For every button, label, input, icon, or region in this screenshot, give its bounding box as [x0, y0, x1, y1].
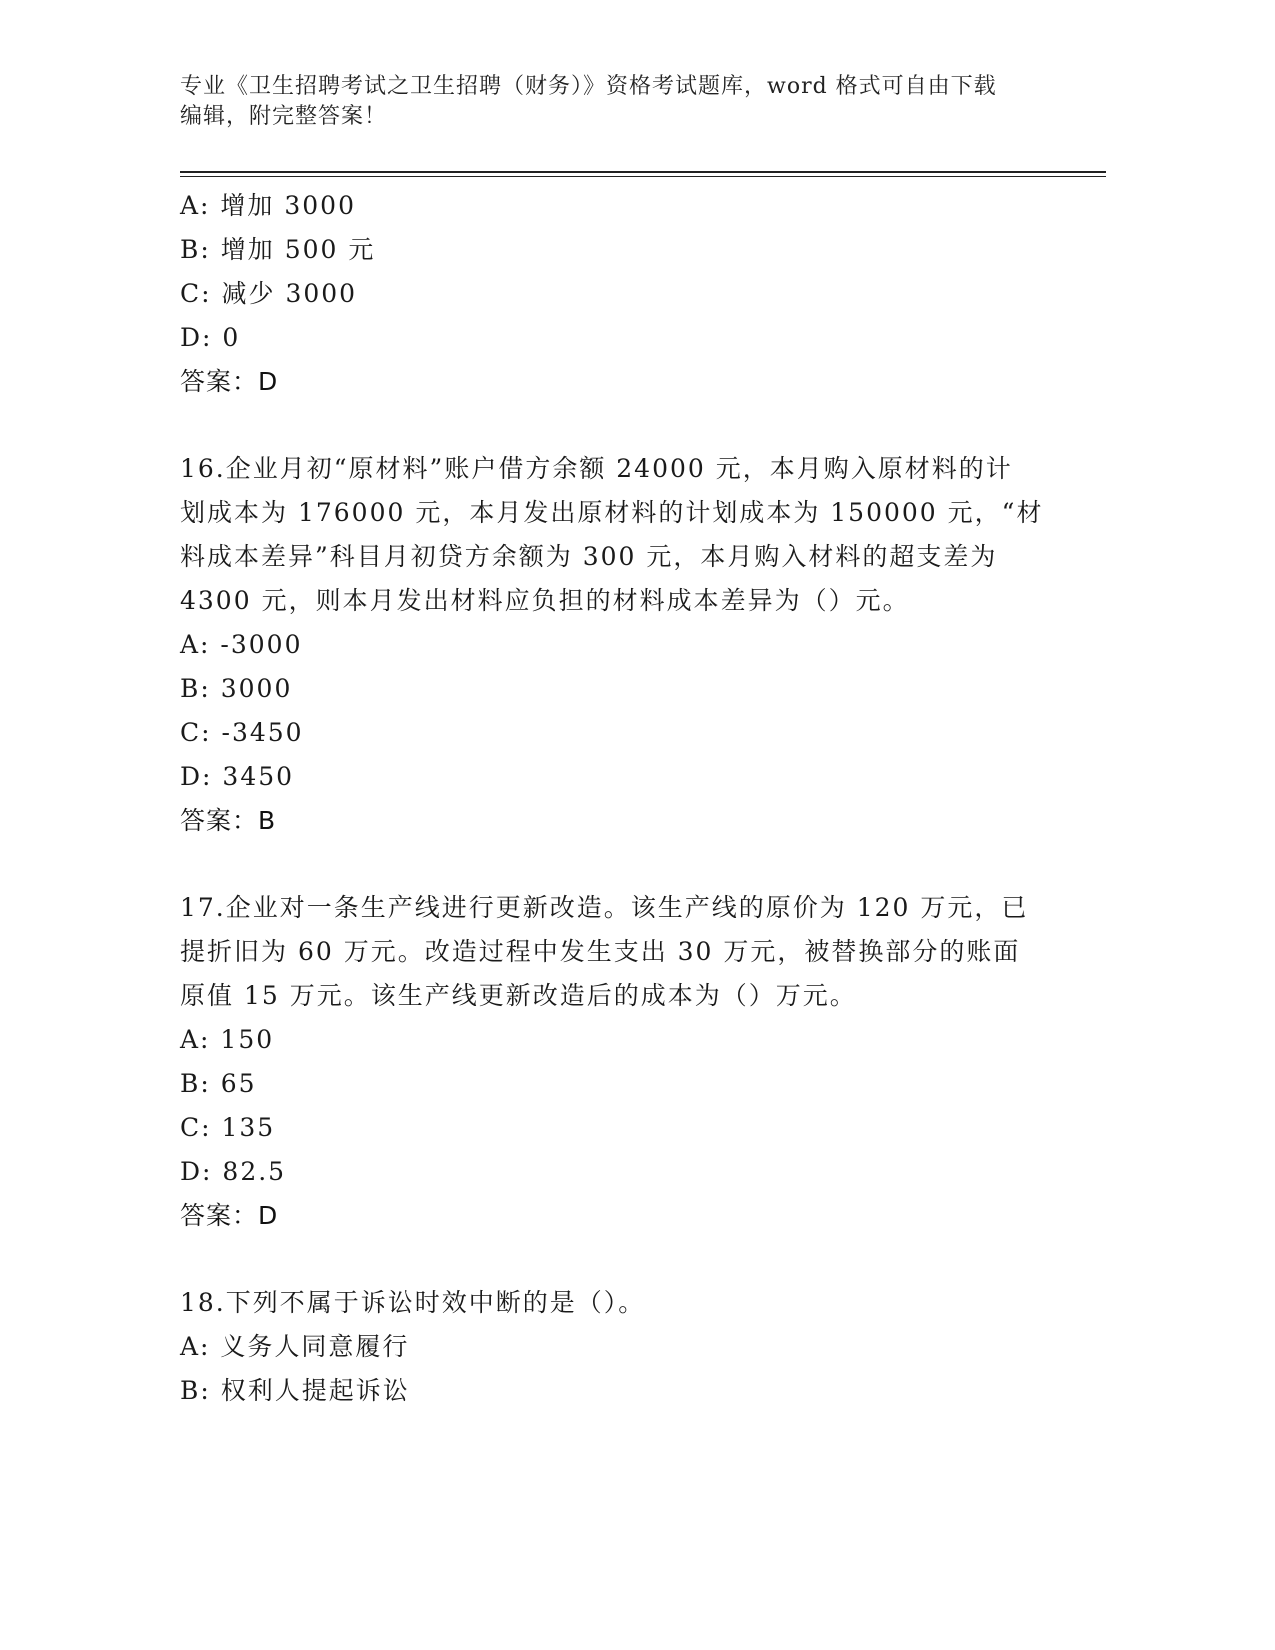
option-a: A: 增加 3000 [180, 191, 356, 220]
option-c: C: 135 [180, 1113, 276, 1142]
spacer [180, 1238, 1040, 1281]
question-stem-line: 16.企业月初“原材料”账户借方余额 24000 元，本月购入原材料的计 [180, 454, 1013, 483]
question-stem-line: 提折旧为 60 万元。改造过程中发生支出 30 万元，被替换部分的账面 [180, 937, 1021, 966]
document-header [180, 72, 1040, 132]
option-d: D: 0 [180, 323, 241, 352]
header-line-1: 专业《卫生招聘考试之卫生招聘（财务）》资格考试题库，word 格式可自由下载 [180, 74, 997, 99]
question-content [180, 184, 1044, 1413]
answer-line: 答案：D [180, 1201, 279, 1230]
header-rule-thick [180, 171, 1106, 173]
answer-line: 答案：B [180, 806, 277, 835]
question-stem-line: 17.企业对一条生产线进行更新改造。该生产线的原价为 120 万元，已 [180, 893, 1029, 922]
spacer [180, 404, 1040, 447]
option-d: D: 82.5 [180, 1157, 287, 1186]
question-stem-line: 原值 15 万元。该生产线更新改造后的成本为（）万元。 [180, 981, 857, 1010]
question-stem-line: 4300 元，则本月发出材料应负担的材料成本差异为（）元。 [180, 586, 910, 615]
question-17-block [180, 886, 1040, 1238]
option-a: A: 义务人同意履行 [180, 1332, 410, 1361]
spacer [180, 843, 1040, 886]
option-c: C: -3450 [180, 718, 304, 747]
option-b: B: 权利人提起诉讼 [180, 1376, 410, 1405]
header-line-2: 编辑，附完整答案！ [180, 104, 388, 129]
question-15-block [180, 184, 1040, 404]
option-c: C: 减少 3000 [180, 279, 358, 308]
question-stem-line: 18.下列不属于诉讼时效中断的是（）。 [180, 1288, 646, 1317]
question-18-block [180, 1281, 1040, 1413]
option-b: B: 3000 [180, 674, 293, 703]
option-a: A: -3000 [180, 630, 303, 659]
question-stem-line: 料成本差异”科目月初贷方余额为 300 元，本月购入材料的超支差为 [180, 542, 998, 571]
header-rule-thin [180, 176, 1106, 177]
question-16-block [180, 447, 1044, 843]
option-b: B: 65 [180, 1069, 257, 1098]
option-d: D: 3450 [180, 762, 295, 791]
answer-line: 答案：D [180, 367, 279, 396]
option-a: A: 150 [180, 1025, 275, 1054]
option-b: B: 增加 500 元 [180, 235, 376, 264]
question-stem-line: 划成本为 176000 元，本月发出原材料的计划成本为 150000 元，“材 [180, 498, 1044, 527]
